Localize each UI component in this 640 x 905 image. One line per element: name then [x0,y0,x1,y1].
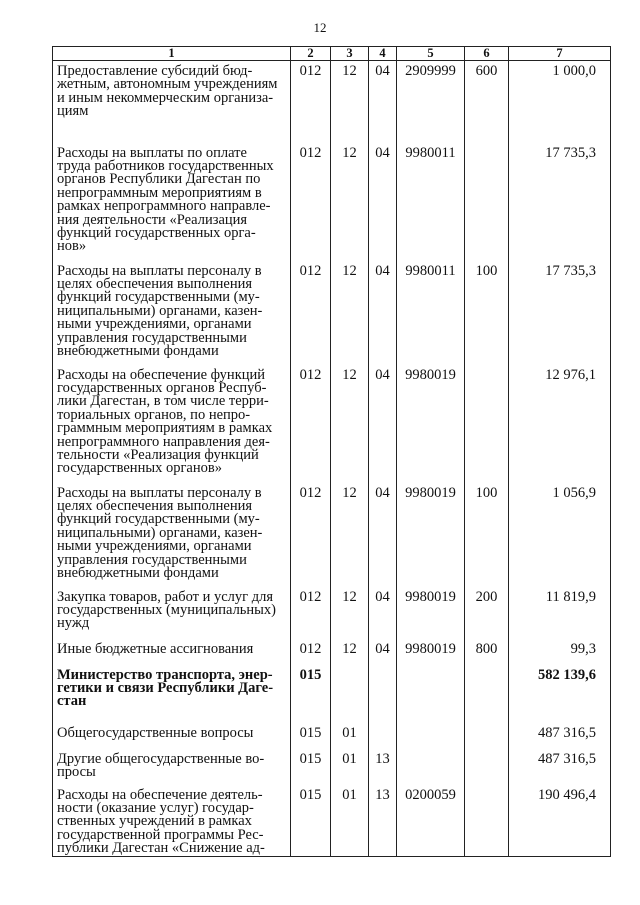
row-amount: 1 000,0 [509,61,611,143]
row-name: Другие общегосударственные во- просы [53,749,291,785]
table-row [53,61,611,143]
row-expense-type [465,723,509,749]
row-expense-type: 800 [465,639,509,665]
row-ministry-code: 012 [291,587,331,639]
row-section-code [331,665,369,723]
table-body [53,61,611,857]
row-subsection-code [369,723,397,749]
header-row [53,47,611,61]
table-row [53,723,611,749]
row-ministry-code: 012 [291,639,331,665]
column-header: 4 [369,47,397,61]
page-number: 12 [313,20,327,35]
row-section-code: 01 [331,723,369,749]
row-target-article: 9980019 [397,587,465,639]
row-expense-type [465,143,509,261]
row-target-article: 0200059 [397,785,465,857]
row-target-article [397,749,465,785]
table-row [53,639,611,665]
row-expense-type: 100 [465,261,509,365]
table-row [53,365,611,483]
row-amount: 99,3 [509,639,611,665]
row-amount: 487 316,5 [509,723,611,749]
row-amount: 487 316,5 [509,749,611,785]
table-row [53,665,611,723]
row-subsection-code: 13 [369,785,397,857]
row-name: Расходы на выплаты по оплате труда работников государственных органов Республики Дагестан по непрограммным мероприятиям в рамках непрограммного направле- ния деятельности «Реализация функций государственных орга- нов» [53,143,291,261]
column-header: 6 [465,47,509,61]
row-target-article [397,723,465,749]
row-expense-type [465,665,509,723]
row-subsection-code [369,665,397,723]
row-expense-type: 100 [465,483,509,587]
row-section-code: 12 [331,365,369,483]
row-ministry-code: 012 [291,261,331,365]
row-subsection-code: 04 [369,587,397,639]
row-subsection-code: 04 [369,61,397,143]
row-name: Общегосударственные вопросы [53,723,291,749]
row-expense-type [465,749,509,785]
row-target-article: 9980011 [397,143,465,261]
row-section-code: 12 [331,143,369,261]
row-amount: 17 735,3 [509,261,611,365]
row-name: Иные бюджетные ассигнования [53,639,291,665]
row-target-article: 9980019 [397,483,465,587]
row-ministry-code: 012 [291,143,331,261]
row-subsection-code: 04 [369,261,397,365]
row-name: Предоставление субсидий бюд- жетным, автономным учреждениям и иным некоммерческим организа- циям [53,61,291,143]
row-subsection-code: 13 [369,749,397,785]
row-name: Министерство транспорта, энер- гетики и связи Республики Даге- стан [53,665,291,723]
row-ministry-code: 015 [291,785,331,857]
row-section-code: 01 [331,749,369,785]
row-expense-type [465,365,509,483]
column-header: 1 [53,47,291,61]
column-header: 5 [397,47,465,61]
row-target-article: 9980019 [397,639,465,665]
row-name: Расходы на выплаты персоналу в целях обеспечения выполнения функций государственными (му- ниципальными) органами, казен- ными учреждениями, органами управления государственными внебюджетными фондами [53,261,291,365]
row-expense-type: 600 [465,61,509,143]
row-section-code: 12 [331,261,369,365]
table-row [53,143,611,261]
row-amount: 11 819,9 [509,587,611,639]
row-section-code: 01 [331,785,369,857]
row-name: Расходы на обеспечение функций государственных органов Респуб- лики Дагестан, в том числе терри- ториальных органов, по непро- граммным мероприятиям в рамках непрограммного направления дея- тельности «Реализация функций государственных органов» [53,365,291,483]
row-subsection-code: 04 [369,365,397,483]
row-name: Закупка товаров, работ и услуг для государственных (муниципальных) нужд [53,587,291,639]
row-subsection-code: 04 [369,483,397,587]
row-ministry-code: 015 [291,665,331,723]
column-header: 2 [291,47,331,61]
row-section-code: 12 [331,61,369,143]
row-section-code: 12 [331,587,369,639]
row-section-code: 12 [331,483,369,587]
row-amount: 582 139,6 [509,665,611,723]
row-section-code: 12 [331,639,369,665]
row-amount: 17 735,3 [509,143,611,261]
row-amount: 12 976,1 [509,365,611,483]
row-target-article: 2909999 [397,61,465,143]
row-subsection-code: 04 [369,143,397,261]
row-ministry-code: 015 [291,749,331,785]
row-name: Расходы на обеспечение деятель- ности (оказание услуг) государ- ственных учреждений в рамках государственной программы Рес- публики Дагестан «Снижение ад- [53,785,291,857]
row-expense-type [465,785,509,857]
table-row [53,261,611,365]
row-target-article: 9980011 [397,261,465,365]
row-amount: 1 056,9 [509,483,611,587]
row-subsection-code: 04 [369,639,397,665]
table-row [53,483,611,587]
column-header: 3 [331,47,369,61]
row-ministry-code: 012 [291,61,331,143]
row-ministry-code: 012 [291,483,331,587]
row-name: Расходы на выплаты персоналу в целях обеспечения выполнения функций государственными (му- ниципальными) органами, казен- ными учреждениями, органами управления государственными внебюджетными фондами [53,483,291,587]
row-expense-type: 200 [465,587,509,639]
table-row [53,587,611,639]
row-target-article: 9980019 [397,365,465,483]
row-target-article [397,665,465,723]
row-ministry-code: 012 [291,365,331,483]
column-header: 7 [509,47,611,61]
budget-table [52,46,611,857]
table-row [53,749,611,785]
row-ministry-code: 015 [291,723,331,749]
table-row [53,785,611,857]
row-amount: 190 496,4 [509,785,611,857]
